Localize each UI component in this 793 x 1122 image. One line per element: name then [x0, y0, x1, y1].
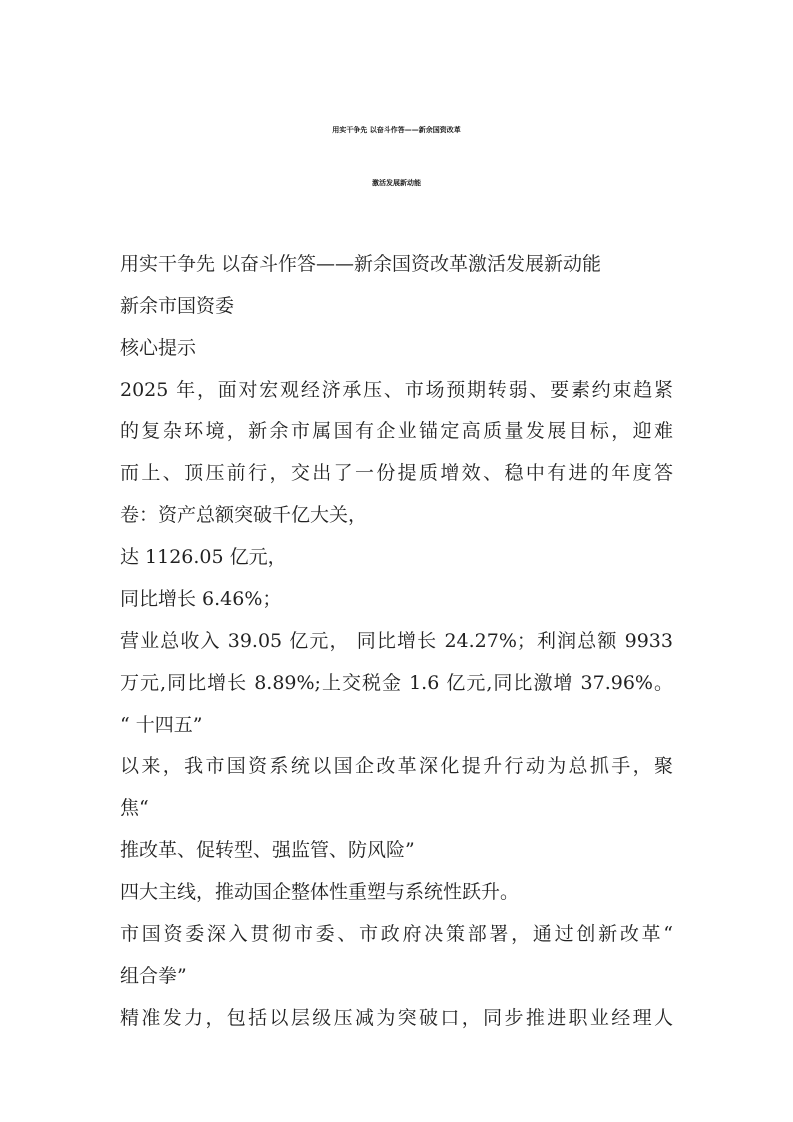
body-line-15: 推改革、促转型、强监管、防风险” [120, 839, 415, 861]
document-title-line-2: 激活发展新动能 [372, 179, 421, 187]
body-line-13: 以来，我市国资系统以国企改革深化提升行动为总抓手，聚 [120, 755, 673, 777]
body-line-9: 同比增长 6.46%； [120, 588, 282, 610]
body-line-8: 达 1126.05 亿元， [120, 546, 287, 568]
body-line-10: 营业总收入 39.05 亿元， 同比增长 24.27%；利润总额 9933 [120, 630, 673, 652]
document-title-line-1: 用实干争先 以奋斗作答——新余国资改革 [332, 126, 461, 134]
body-line-18: 组合拳” [120, 965, 187, 987]
body-line-17: 市国资委深入贯彻市委、市政府决策部署，通过创新改革“ [120, 923, 673, 945]
body-line-6: 而上、顶压前行，交出了一份提质增效、稳中有进的年度答 [120, 462, 673, 484]
body-line-12: “ 十四五” [120, 714, 203, 736]
body-line-2: 新余市国资委 [120, 295, 235, 317]
body-line-16: 四大主线，推动国企整体性重塑与系统性跃升。 [120, 881, 520, 903]
body-line-7: 卷：资产总额突破千亿大关， [120, 504, 368, 526]
body-line-5: 的复杂环境，新余市属国有企业锚定高质量发展目标，迎难 [120, 420, 673, 442]
body-line-3: 核心提示 [120, 337, 197, 359]
body-line-4: 2025 年，面对宏观经济承压、市场预期转弱、要素约束趋紧 [120, 379, 673, 401]
body-line-1: 用实干争先 以奋斗作答——新余国资改革激活发展新动能 [120, 253, 602, 275]
body-line-19: 精准发力，包括以层级压减为突破口，同步推进职业经理人 [120, 1007, 673, 1029]
body-line-11: 万元,同比增长 8.89%;上交税金 1.6 亿元,同比激增 37.96%。 [120, 672, 673, 694]
body-line-14: 焦“ [120, 797, 149, 819]
